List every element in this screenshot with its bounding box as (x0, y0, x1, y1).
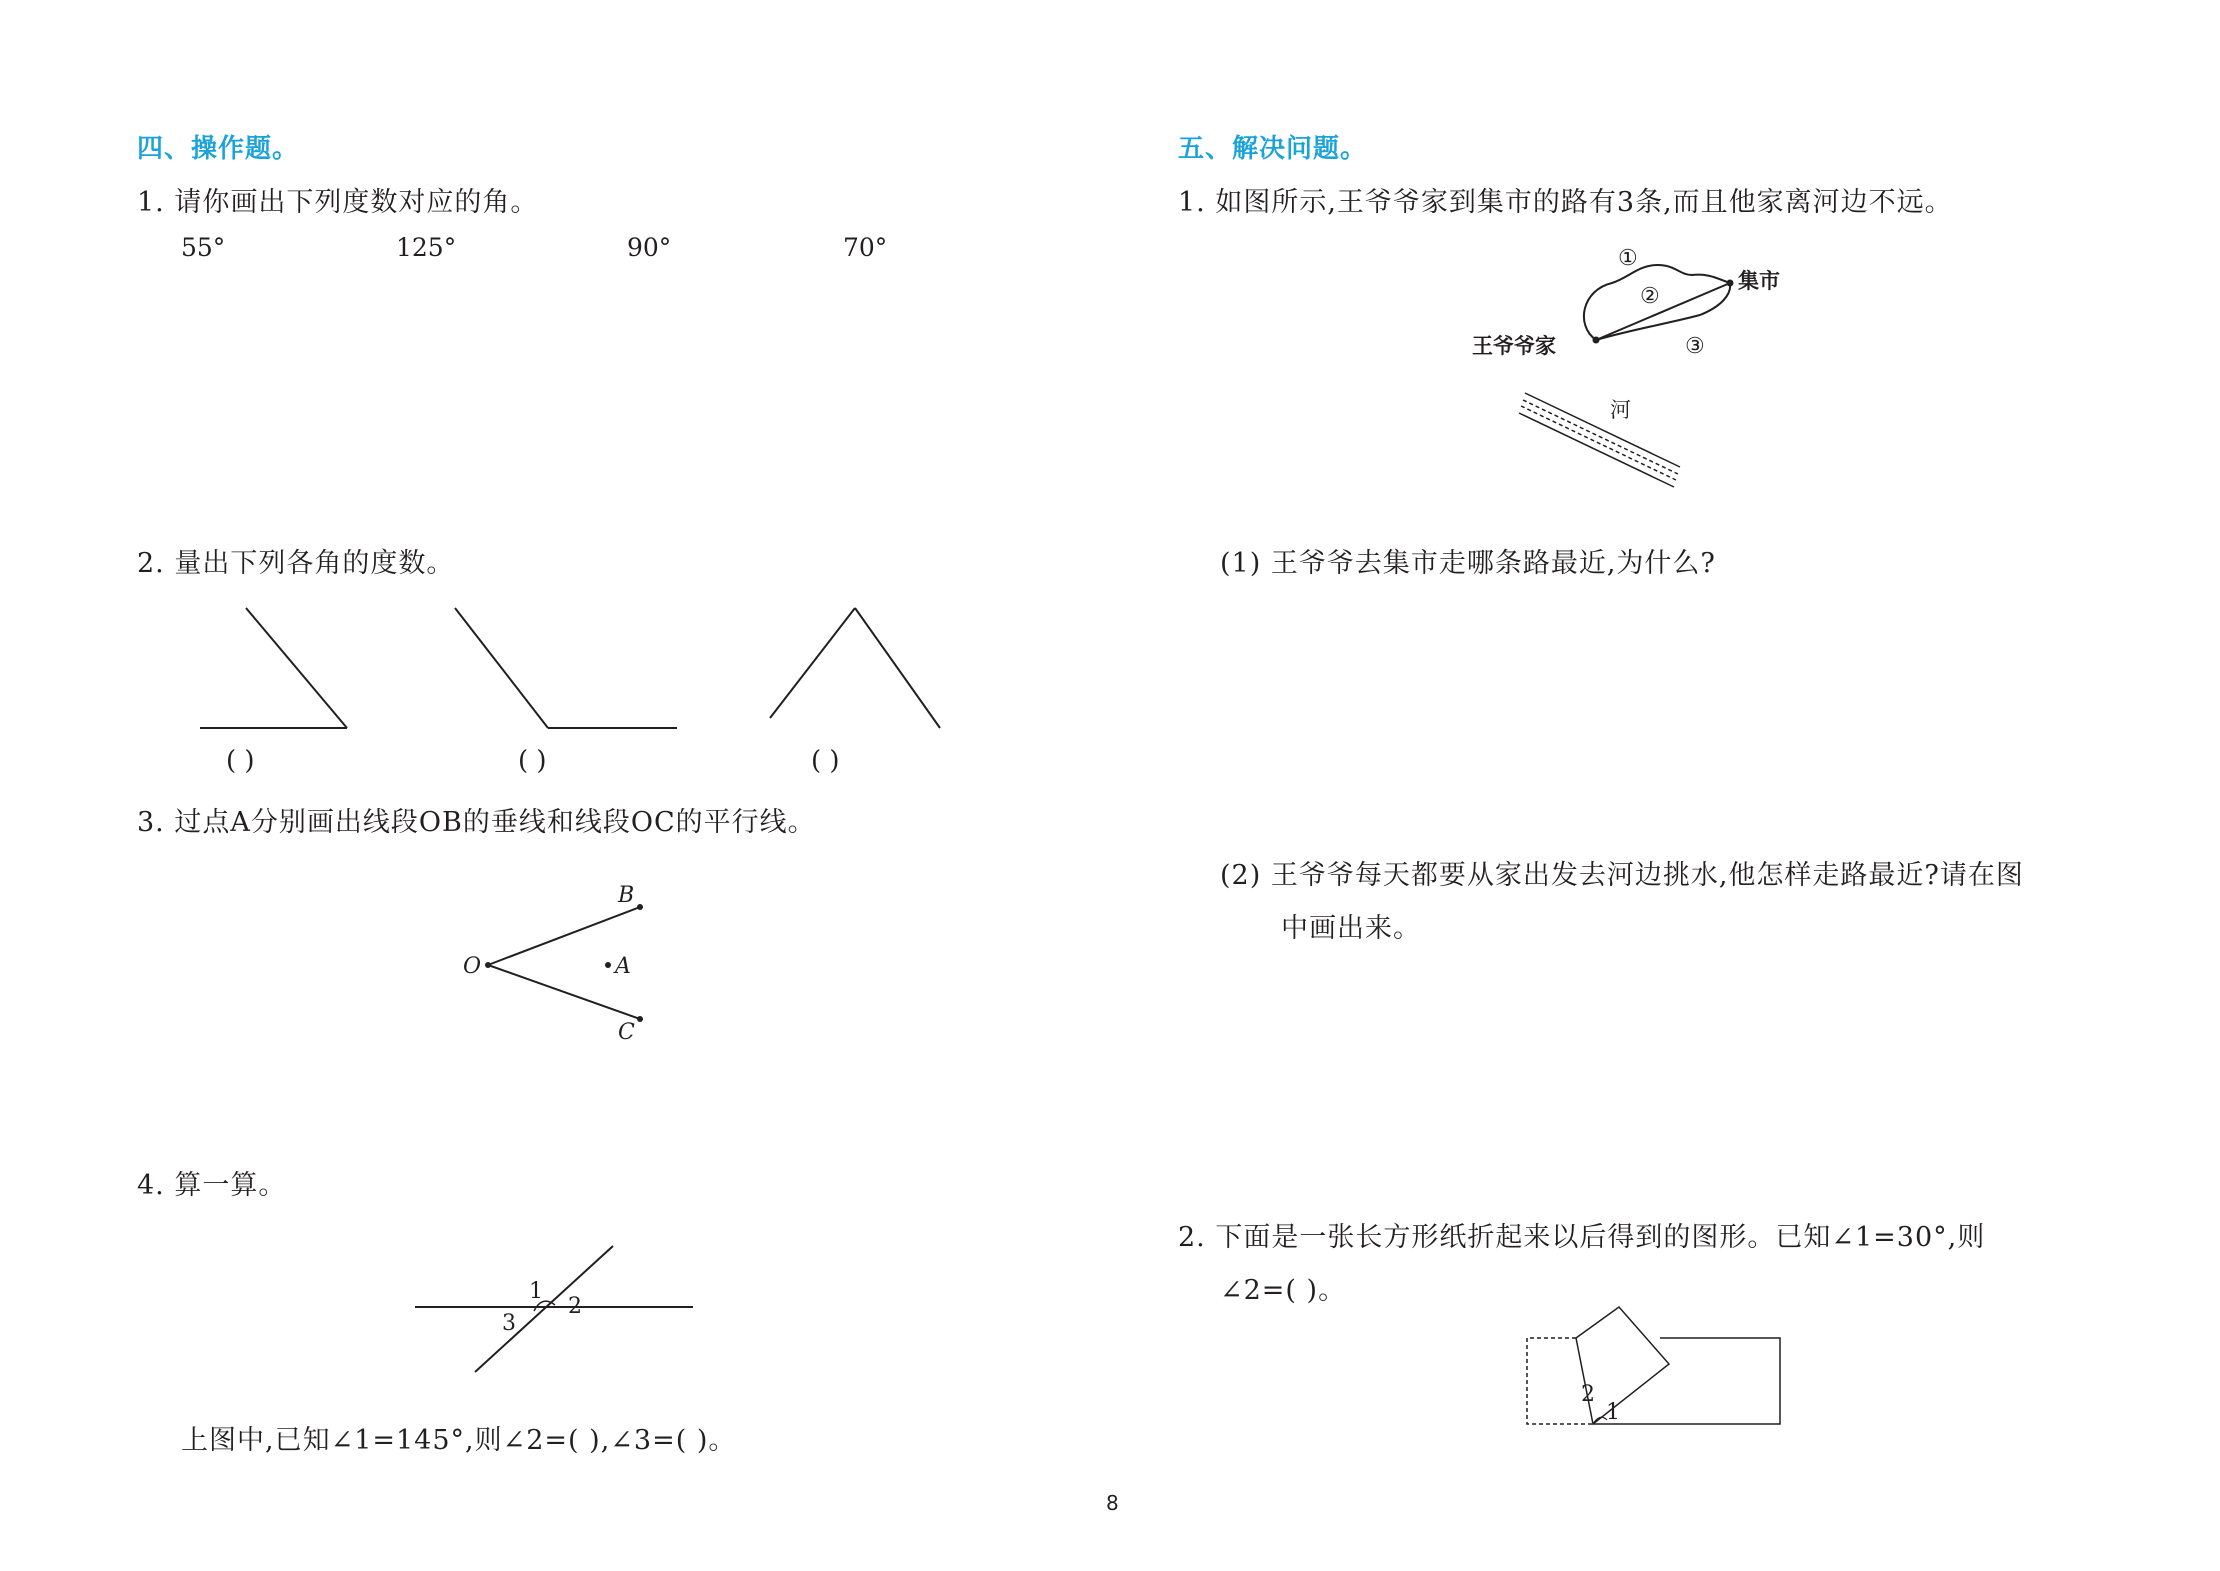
angle3-ray-right (855, 608, 940, 728)
label-c: C (618, 1020, 635, 1045)
label-angle-3: 3 (502, 1311, 516, 1336)
paper-dotted-left (1527, 1338, 1593, 1424)
point-b (637, 904, 643, 910)
sub-question-2-line1: (2) 王爷爷每天都要从家出发去河边挑水,他怎样走路最近?请在图 (1220, 860, 2024, 891)
road-1-label: ① (1618, 246, 1638, 271)
market-dot (1727, 280, 1734, 287)
home-label: 王爷爷家 (1472, 333, 1556, 358)
r-q2-line2: ∠2=( )。 (1220, 1275, 1347, 1306)
degree-55: 55° (181, 233, 226, 262)
sub-question-2-line2: 中画出来。 (1281, 913, 1421, 944)
degree-70: 70° (843, 233, 888, 262)
r-q2-line1: 2. 下面是一张长方形纸折起来以后得到的图形。已知∠1=30°,则 (1178, 1222, 1986, 1253)
angle1-ray-top (246, 608, 347, 728)
label-angle-2-paper: 2 (1581, 1382, 1595, 1407)
home-dot (1593, 337, 1600, 344)
river-label: 河 (1610, 398, 1631, 422)
section-four-heading: 四、操作题。 (137, 134, 300, 164)
river-bank-top (1525, 393, 1680, 467)
page-number: 8 (1106, 1491, 1119, 1515)
point-o (485, 962, 491, 968)
angle3-ray-left (770, 608, 855, 718)
market-label: 集市 (1738, 268, 1780, 293)
angle3-answer-blank: ( ) (811, 746, 840, 776)
angle1-answer-blank: ( ) (226, 746, 255, 776)
q2-prompt: 2. 量出下列各角的度数。 (137, 548, 455, 579)
q4-intersecting-lines-figure (410, 1245, 710, 1385)
angle2-ray-top (455, 608, 548, 728)
slanted-line (475, 1246, 613, 1372)
q3-rays-figure (460, 880, 710, 1045)
q4-prompt: 4. 算一算。 (137, 1170, 287, 1201)
road-3-label: ③ (1685, 334, 1705, 359)
folded-paper-figure (1520, 1290, 1800, 1440)
q4-statement: 上图中,已知∠1=145°,则∠2=( ),∠3=( )。 (181, 1425, 737, 1456)
degree-125: 125° (396, 233, 457, 262)
label-angle-2: 2 (568, 1294, 582, 1319)
sub-question-1: (1) 王爷爷去集市走哪条路最近,为什么? (1220, 548, 1716, 579)
angle2-answer-blank: ( ) (518, 746, 547, 776)
r-q1-prompt: 1. 如图所示,王爷爷家到集市的路有3条,而且他家离河边不远。 (1178, 187, 1953, 218)
q3-prompt: 3. 过点A分别画出线段OB的垂线和线段OC的平行线。 (137, 807, 816, 838)
point-a (605, 962, 611, 968)
paper-solid-right (1593, 1338, 1780, 1424)
point-c (637, 1016, 643, 1022)
river-bank-bottom (1519, 413, 1674, 487)
road-2-label: ② (1640, 284, 1660, 309)
label-b: B (618, 883, 635, 908)
degree-90: 90° (627, 233, 672, 262)
label-angle-1-paper: 1 (1606, 1400, 1620, 1425)
q1-prompt: 1. 请你画出下列度数对应的角。 (137, 187, 539, 218)
q2-angles-figure (180, 600, 1180, 740)
label-a: A (615, 954, 631, 979)
label-angle-1: 1 (529, 1279, 543, 1304)
roads-map-figure (1470, 235, 1830, 495)
section-five-heading: 五、解决问题。 (1178, 134, 1368, 164)
label-o: O (463, 954, 482, 979)
